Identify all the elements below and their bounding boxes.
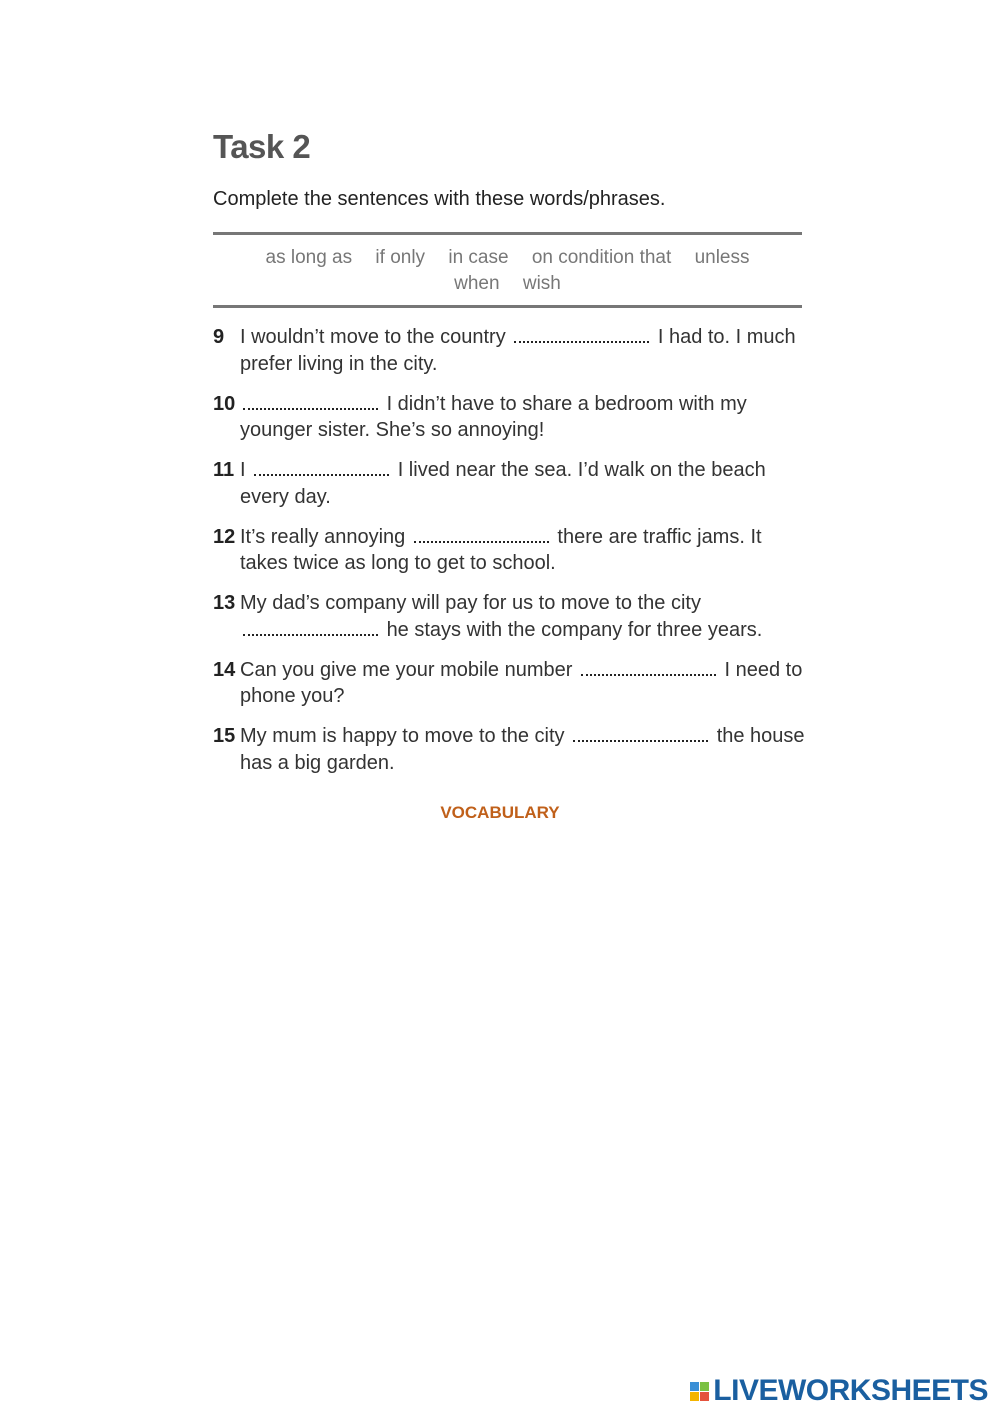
item-text-after: I had to. I much prefer living in the city. xyxy=(240,326,796,375)
vocabulary-label: VOCABULARY xyxy=(440,803,560,822)
exercise-item xyxy=(213,590,813,643)
exercise-item xyxy=(213,657,813,710)
logo-icon xyxy=(690,1382,709,1401)
logo-square xyxy=(690,1382,699,1391)
item-number: 9 xyxy=(213,326,225,348)
word-bank-row-2 xyxy=(213,273,802,295)
item-text-after: the house has a big garden. xyxy=(240,725,805,774)
word-option: on condition that xyxy=(531,247,672,268)
item-number: 15 xyxy=(213,725,236,747)
item-text-before: It’s really annoying xyxy=(240,525,406,548)
exercise-item xyxy=(213,457,813,510)
word-option: if only xyxy=(375,247,426,268)
answer-blank[interactable] xyxy=(254,458,389,476)
item-text-after: he stays with the company for three years. xyxy=(386,618,763,641)
task-title: Task 2 xyxy=(213,128,311,165)
answer-blank[interactable] xyxy=(243,618,378,636)
item-text-after: I lived near the sea. I’d walk on the beach every day. xyxy=(240,459,766,508)
word-option: unless xyxy=(694,247,750,268)
logo-square xyxy=(700,1392,709,1401)
item-number: 13 xyxy=(213,592,236,614)
item-text-after: I didn’t have to share a bedroom with my younger sister. She’s so annoying! xyxy=(240,392,747,441)
word-bank-row-1 xyxy=(213,247,802,269)
answer-blank[interactable] xyxy=(414,525,549,543)
item-text-after: I need to phone you? xyxy=(240,658,803,707)
item-text-before: Can you give me your mobile number xyxy=(240,658,573,681)
item-text-before: My dad’s company will pay for us to move to the city xyxy=(240,592,701,614)
word-option: wish xyxy=(522,273,561,294)
exercise-item xyxy=(213,324,813,377)
word-bank xyxy=(213,232,802,308)
word-option: as long as xyxy=(265,247,353,268)
item-number: 11 xyxy=(213,459,235,481)
item-text-before: I xyxy=(240,459,246,481)
logo-square xyxy=(690,1392,699,1401)
word-option: in case xyxy=(448,247,509,268)
instruction: Complete the sentences with these words/phrases. xyxy=(213,188,666,210)
item-number: 12 xyxy=(213,525,236,548)
item-text-before: I wouldn’t move to the country xyxy=(240,326,506,348)
exercise-item xyxy=(213,723,813,776)
answer-blank[interactable] xyxy=(514,325,649,343)
answer-blank[interactable] xyxy=(243,392,378,410)
item-number: 10 xyxy=(213,392,236,415)
logo-text: LIVEWORKSHEETS xyxy=(713,1374,988,1407)
word-option: when xyxy=(454,273,500,294)
exercise-item xyxy=(213,524,813,577)
logo-square xyxy=(700,1382,709,1391)
exercise-list xyxy=(213,324,813,790)
answer-blank[interactable] xyxy=(573,724,708,742)
exercise-item xyxy=(213,391,813,444)
item-text-before: My mum is happy to move to the city xyxy=(240,725,565,747)
item-number: 14 xyxy=(213,658,236,681)
item-text-after: there are traffic jams. It takes twice as long to get to school. xyxy=(240,525,762,574)
answer-blank[interactable] xyxy=(581,658,716,676)
liveworksheets-logo[interactable] xyxy=(690,1374,988,1408)
